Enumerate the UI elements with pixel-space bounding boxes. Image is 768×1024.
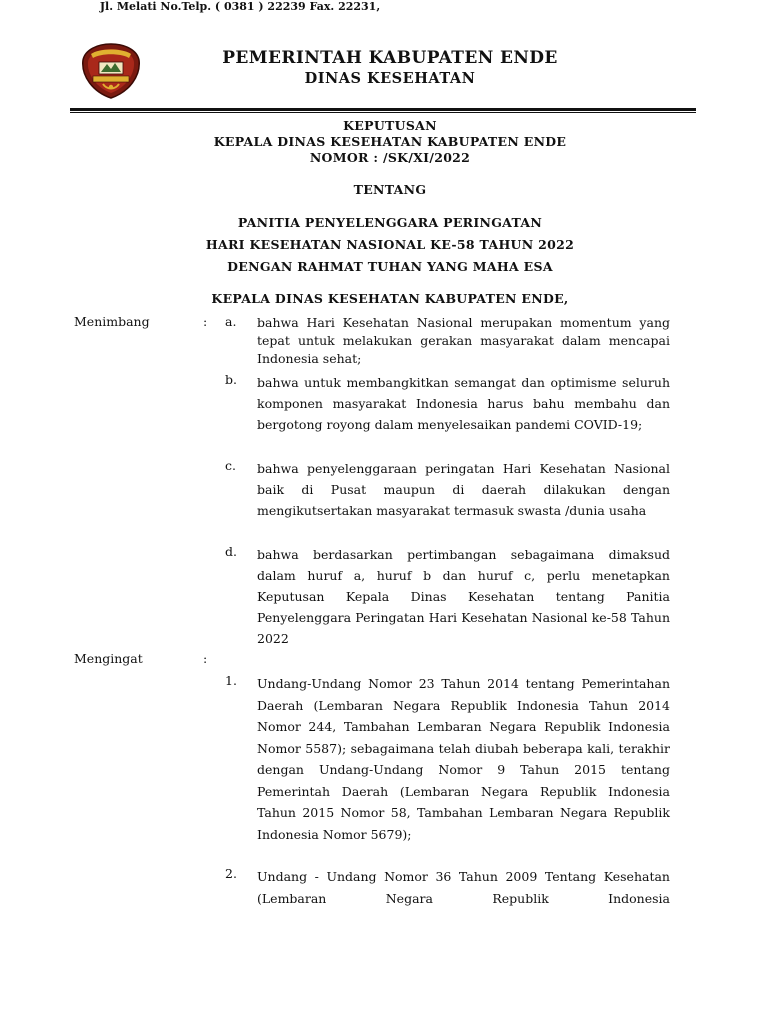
letterhead-rule-thick (70, 108, 696, 111)
decree-blessing: DENGAN RAHMAT TUHAN YANG MAHA ESA (227, 259, 553, 274)
menimbang-item-a: bahwa Hari Kesehatan Nasional merupakan momentum yang tepat untuk melakukan gerakan masyarakat dalam mencapai Indonesia sehat; (257, 315, 670, 366)
decree-about: TENTANG (353, 182, 427, 197)
mengingat-marker-1: 1. (225, 673, 237, 688)
menimbang-marker-c: c. (225, 458, 236, 473)
menimbang-item-c: bahwa penyelenggaraan peringatan Hari Kesehatan Nasional baik di Pusat maupun di daerah dilakukan dengan mengikutsertakan masyarakat termasuk swasta /dunia usaha (257, 461, 670, 518)
decree-signatory: KEPALA DINAS KESEHATAN KABUPATEN ENDE, (211, 291, 569, 306)
mengingat-colon: : (203, 651, 208, 666)
mengingat-marker-2: 2. (225, 866, 237, 881)
mengingat-item-2: Undang - Undang Nomor 36 Tahun 2009 Tentang Kesehatan (Lembaran Negara Republik Indonesia (257, 869, 670, 906)
mengingat-item-1: Undang-Undang Nomor 23 Tahun 2014 tentang Pemerintahan Daerah (Lembaran Negara Republik Indonesia Tahun 2014 Nomor 244, Tambahan Lembaran Negara Republik Indonesia Nomor 5587); sebagaimana telah diubah beberapa kali, terakhir dengan Undang-Undang Nomor 9 Tahun 2015 tentang Pemerintah Daerah (Lembaran Negara Republik Indonesia Tahun 2015 Nomor 58, Tambahan Lembaran Negara Republik Indonesia Nomor 5679); (257, 676, 670, 842)
decree-subject-line1: PANITIA PENYELENGGARA PERINGATAN (237, 215, 543, 230)
department-address: Jl. Melati No.Telp. ( 0381 ) 22239 Fax. 22231, (99, 0, 381, 13)
menimbang-marker-a: a. (225, 314, 237, 329)
decree-issuer: KEPALA DINAS KESEHATAN KABUPATEN ENDE (213, 134, 567, 149)
mengingat-label: Mengingat (74, 651, 143, 666)
menimbang-marker-d: d. (225, 544, 237, 559)
decree-type: KEPUTUSAN (343, 118, 437, 133)
menimbang-item-d: bahwa berdasarkan pertimbangan sebagaimana dimaksud dalam huruf a, huruf b dan huruf c, perlu menetapkan Keputusan Kepala Dinas Kesehatan tentang Panitia Penyelenggara Peringatan Hari Kesehatan Nasional ke-58 Tahun 2022 (257, 547, 670, 646)
department-name: DINAS KESEHATAN (304, 70, 476, 87)
menimbang-colon: : (203, 314, 208, 329)
menimbang-marker-b: b. (225, 372, 237, 387)
letterhead-rule-thin (70, 112, 696, 113)
decree-subject-line2: HARI KESEHATAN NASIONAL KE-58 TAHUN 2022 (205, 237, 575, 252)
menimbang-label: Menimbang (74, 314, 150, 329)
government-name: PEMERINTAH KABUPATEN ENDE (222, 48, 558, 68)
regency-coat-of-arms-logo (79, 42, 143, 100)
decree-number: NOMOR : /SK/XI/2022 (309, 150, 471, 165)
menimbang-item-b: bahwa untuk membangkitkan semangat dan optimisme seluruh komponen masyarakat Indonesia harus bahu membahu dan bergotong royong dalam menyelesaikan pandemi COVID-19; (257, 375, 670, 432)
